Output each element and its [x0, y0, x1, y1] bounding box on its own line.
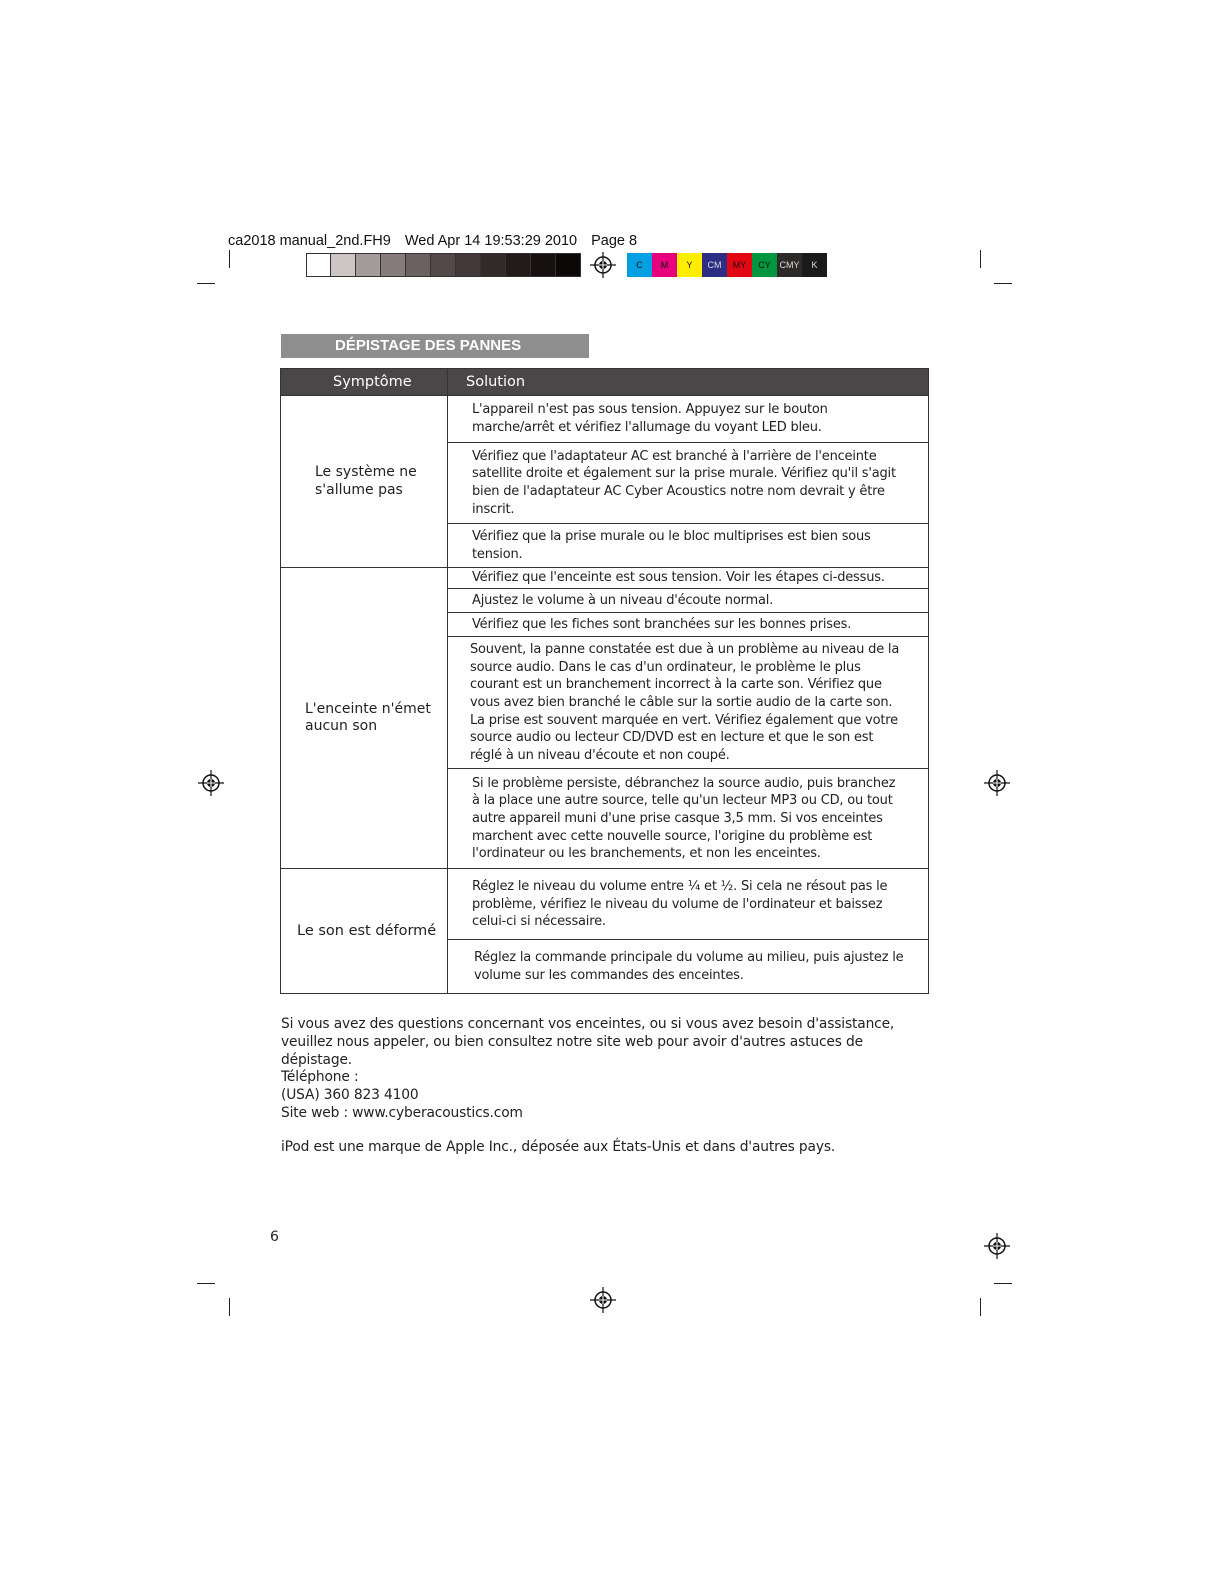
registration-mark-icon [984, 770, 1010, 796]
solution-cell: Vérifiez que l'enceinte est sous tension. Voir les étapes ci-dessus. [448, 568, 929, 589]
color-swatch: CY [752, 253, 777, 277]
contact-block [281, 1068, 523, 1122]
gray-swatch [431, 253, 456, 277]
header-symptom: Symptôme [281, 369, 448, 396]
color-swatch: Y [677, 253, 702, 277]
support-paragraph: Si vous avez des questions concernant vos enceintes, ou si vous avez besoin d'assistance, veuillez nous appeler, ou bien consultez notre site web pour avoir d'autres astuces de dépistage. [281, 1016, 895, 1068]
color-swatch: CMY [777, 253, 802, 277]
solution-cell: L'appareil n'est pas sous tension. Appuyez sur le bouton marche/arrêt et vérifiez l'allumage du voyant LED bleu. [448, 396, 929, 443]
solution-cell: Souvent, la panne constatée est due à un problème au niveau de la source audio. Dans le cas d'un ordinateur, le problème le plus courant est un branchement incorrect à la carte son. Vérifiez que vous avez bien branché le câble sur la sortie audio de la carte son. La prise est souvent marquée en vert. Vérifiez également que votre source audio ou lecteur CD/DVD est en lecture et que le son est réglé à un niveau d'écoute et non coupé. [448, 637, 929, 769]
color-swatch: K [802, 253, 827, 277]
registration-mark-icon [590, 252, 616, 278]
page-number: 6 [270, 1229, 279, 1245]
color-swatch: C [627, 253, 652, 277]
header-solution: Solution [448, 369, 929, 396]
solution-cell: Réglez le niveau du volume entre ¼ et ½. Si cela ne résout pas le problème, vérifiez le niveau du volume de l'ordinateur et baissez celui-ci si nécessaire. [448, 869, 929, 940]
solution-cell: Vérifiez que les fiches sont branchées sur les bonnes prises. [448, 613, 929, 637]
slug-filename: ca2018 manual_2nd.FH9 [228, 233, 391, 249]
crop-mark [229, 1298, 230, 1316]
color-swatch: M [652, 253, 677, 277]
symptom-cell: Le système ne s'allume pas [281, 396, 448, 568]
troubleshooting-table [280, 368, 929, 994]
crop-mark [994, 283, 1012, 284]
slug-page: Page 8 [591, 233, 638, 249]
color-swatch: MY [727, 253, 752, 277]
gray-swatch [381, 253, 406, 277]
gray-swatch [556, 253, 581, 277]
phone-number: (USA) 360 823 4100 [281, 1087, 419, 1103]
section-title: DÉPISTAGE DES PANNES [281, 334, 589, 358]
color-swatch: CM [702, 253, 727, 277]
gray-swatch [481, 253, 506, 277]
crop-mark [980, 1298, 981, 1316]
table-row [281, 568, 929, 589]
symptom-cell: Le son est déformé [281, 869, 448, 994]
trademark-notice: iPod est une marque de Apple Inc., déposée aux États-Unis et dans d'autres pays. [281, 1139, 836, 1155]
crop-mark [197, 283, 215, 284]
crop-mark [229, 250, 230, 268]
solution-cell: Vérifiez que la prise murale ou le bloc multiprises est bien sous tension. [448, 524, 929, 568]
gray-swatch [331, 253, 356, 277]
crop-mark [994, 1283, 1012, 1284]
gray-swatch [306, 253, 331, 277]
printer-slug [228, 233, 651, 249]
solution-cell: Si le problème persiste, débranchez la source audio, puis branchez à la place une autre source, telle qu'un lecteur MP3 ou CD, ou tout autre appareil muni d'une prise casque 3,5 mm. Si vos enceintes marchent avec cette nouvelle source, l'origine du problème est l'ordinateur ou les branchements, et non les enceintes. [448, 769, 929, 869]
gray-swatch [406, 253, 431, 277]
table-row [281, 869, 929, 940]
slug-datetime: Wed Apr 14 19:53:29 2010 [404, 233, 578, 249]
registration-mark-icon [590, 1287, 616, 1313]
gray-swatch [506, 253, 531, 277]
gray-swatch [531, 253, 556, 277]
crop-mark [980, 250, 981, 268]
solution-cell: Ajustez le volume à un niveau d'écoute normal. [448, 589, 929, 613]
solution-cell: Réglez la commande principale du volume au milieu, puis ajustez le volume sur les commandes des enceintes. [448, 940, 929, 994]
gray-swatch [356, 253, 381, 277]
color-calibration-bar [627, 253, 827, 277]
solution-cell: Vérifiez que l'adaptateur AC est branché à l'arrière de l'enceinte satellite droite et également sur la prise murale. Vérifiez qu'il s'agit bien de l'adaptateur AC Cyber Acoustics notre nom devrait y être inscrit. [448, 443, 929, 524]
phone-label: Téléphone : [281, 1069, 359, 1085]
registration-mark-icon [198, 770, 224, 796]
gray-calibration-bar [306, 253, 581, 277]
registration-mark-icon [984, 1233, 1010, 1259]
gray-swatch [456, 253, 481, 277]
symptom-cell: L'enceinte n'émet aucun son [281, 568, 448, 869]
website: Site web : www.cyberacoustics.com [281, 1105, 523, 1121]
table-row [281, 396, 929, 443]
table-header-row [281, 369, 929, 396]
crop-mark [197, 1283, 215, 1284]
